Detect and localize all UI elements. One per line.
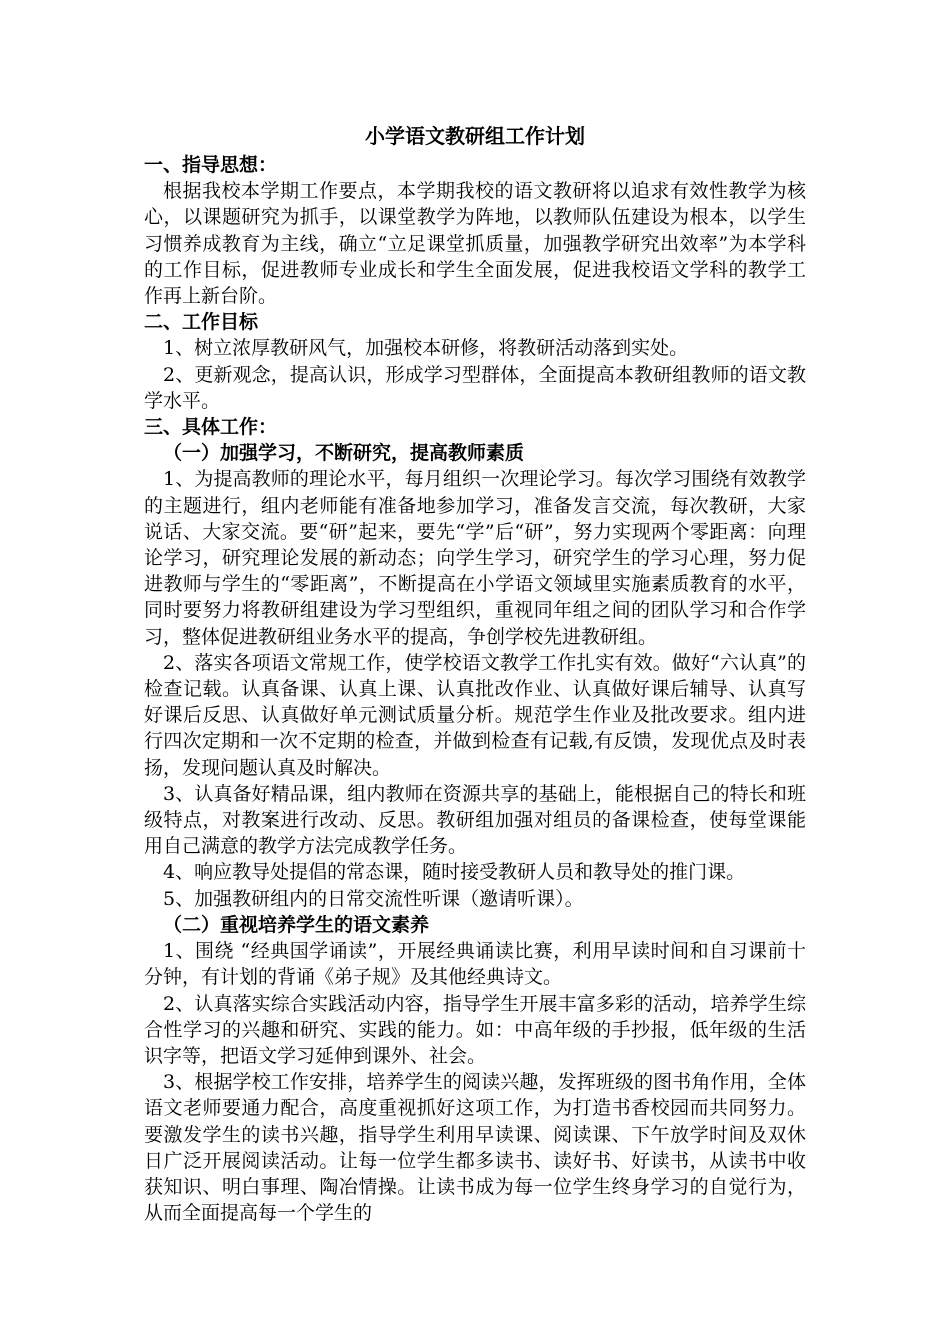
paragraph-literacy-item-2: 2、认真落实综合实践活动内容，指导学生开展丰富多彩的活动，培养学生综合性学习的兴趣和研究、实践的能力。如：中高年级的手抄报，低年级的生活识字等，把语文学习延伸到课外、社会。 bbox=[144, 992, 806, 1067]
subheading-student-literacy: （二）重视培养学生的语文素养 bbox=[163, 913, 430, 936]
document-title: 小学语文教研组工作计划 bbox=[365, 124, 585, 148]
section-heading-work-goals: 二、工作目标 bbox=[144, 311, 259, 334]
paragraph-work-item-2: 2、落实各项语文常规工作，使学校语文教学工作扎实有效。做好“六认真”的检查记载。认真备课、认真上课、认真批改作业、认真做好课后辅导、认真写好课后反思、认真做好单元测试质量分析。规范学生作业及批改要求。组内进行四次定期和一次不定期的检查，并做到检查有记载,有反馈，发现优点及时表扬，发现问题认真及时解决。 bbox=[144, 651, 806, 779]
paragraph-goal-2: 2、更新观念，提高认识，形成学习型群体，全面提高本教研组教师的语文教学水平。 bbox=[144, 363, 806, 412]
paragraph-work-item-4: 4、响应教导处提倡的常态课，随时接受教研人员和教导处的推门课。 bbox=[163, 861, 746, 884]
paragraph-literacy-item-1: 1、围绕 “经典国学诵读”，开展经典诵读比赛，利用早读时间和自习课前十分钟，有计划的背诵《弟子规》及其他经典诗文。 bbox=[144, 940, 806, 989]
paragraph-work-item-1: 1、为提高教师的理论水平，每月组织一次理论学习。每次学习围绕有效教学的主题进行，组内老师能有准备地参加学习，准备发言交流，每次教研，大家说话、大家交流。要“研”起来，要先“学”后“研”，努力实现两个零距离：向理论学习，研究理论发展的新动态；向学生学习，研究学生的学习心理，努力促进教师与学生的“零距离”，不断提高在小学语文领域里实施素质教育的水平，同时要努力将教研组建设为学习型组织，重视同年组之间的团队学习和合作学习，整体促进教研组业务水平的提高，争创学校先进教研组。 bbox=[144, 468, 806, 648]
paragraph-goal-1: 1、树立浓厚教研风气，加强校本研修，将教研活动落到实处。 bbox=[163, 337, 689, 360]
section-heading-specific-work: 三、具体工作： bbox=[144, 416, 278, 439]
section-heading-guiding-ideology: 一、指导思想： bbox=[144, 154, 278, 176]
paragraph-literacy-item-3: 3、根据学校工作安排，培养学生的阅读兴趣，发挥班级的图书角作用，全体语文老师要通力配合，高度重视抓好这项工作，为打造书香校园而共同努力。要激发学生的读书兴趣，指导学生利用早读课、阅读课、下午放学时间及双休日广泛开展阅读活动。让每一位学生都多读书、读好书、好读书，从读书中收获知识、明白事理、陶冶情操。让读书成为每一位学生终身学习的自觉行为，从而全面提高每一个学生的 bbox=[144, 1071, 806, 1225]
subheading-strengthen-learning: （一）加强学习，不断研究，提高教师素质 bbox=[163, 442, 525, 465]
paragraph-guiding-ideology: 根据我校本学期工作要点，本学期我校的语文教研将以追求有效性教学为核心，以课题研究为抓手，以课堂教学为阵地，以教师队伍建设为根本，以学生习惯养成教育为主线，确立“立足课堂抓质量，加强教学研究出效率”为本学科的工作目标，促进教师专业成长和学生全面发展，促进我校语文学科的教学工作再上新台阶。 bbox=[144, 180, 806, 308]
document-page bbox=[144, 120, 806, 1226]
paragraph-work-item-3: 3、认真备好精品课，组内教师在资源共享的基础上，能根据自己的特长和班级特点，对教案进行改动、反思。教研组加强对组员的备课检查，使每堂课能用自己满意的教学方法完成教学任务。 bbox=[144, 782, 806, 858]
paragraph-work-item-5: 5、加强教研组内的日常交流性听课（邀请听课）。 bbox=[163, 887, 584, 910]
